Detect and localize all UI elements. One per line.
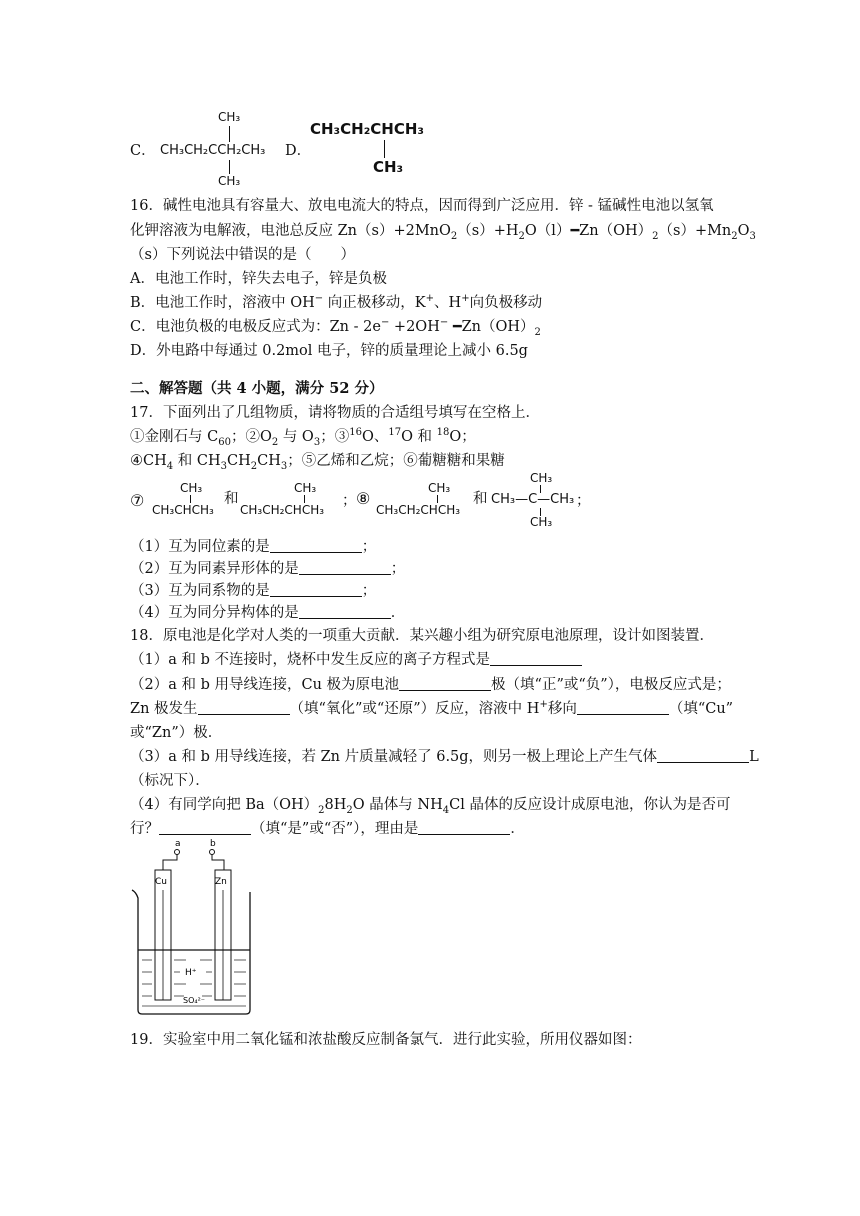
q16-stem-line1: 16．碱性电池具有容量大、放电电流大的特点，因而得到广泛应用．锌 - 锰碱性电池以氢氧 xyxy=(130,198,714,214)
q17-s8b-top: CH₃ xyxy=(530,471,553,485)
q15-c-main: CH₃CH₂CCH₂CH₃ xyxy=(160,143,266,158)
galvanic-cell-figure xyxy=(128,832,268,1022)
q15-d-main: CH₃CH₂CHCH₃ xyxy=(310,120,424,138)
q17-s8-end: ； xyxy=(576,493,591,509)
cu-label: Cu xyxy=(155,877,167,887)
q18-part4-blank-reason[interactable] xyxy=(418,819,510,835)
q17-row2: $④CH_4$ 和 $CH_3CH_2CH_3$；⑤乙烯和乙烷；⑥葡糖糖和果糖 xyxy=(130,453,505,472)
q15-option-d-label: D． xyxy=(285,143,312,159)
q15-option-c-label: C． xyxy=(130,143,156,159)
q15-c-bond-down xyxy=(229,160,230,174)
q16-stem-line3: （s）下列说法中错误的是（ ） xyxy=(130,247,355,263)
q17-s7b-top: CH₃ xyxy=(294,481,317,495)
q17-row1: ①金刚石与 $C_{60}$；$②O_2$ 与 $O_3$；③$^{16}$O、$^{17}$O 和 $^{18}$O； xyxy=(130,427,476,448)
q18-part4-line2: 行？ （填“是”或“否”），理由是 ． xyxy=(130,821,525,837)
q17-s7-sep: ； xyxy=(342,493,357,509)
terminal-b-icon xyxy=(210,850,215,855)
h-ion-label: H⁺ xyxy=(185,968,197,978)
wire-a xyxy=(163,854,177,870)
q18-part2-blank-direction[interactable] xyxy=(577,699,669,715)
section-2-heading: 二、解答题（共 4 小题，满分 52 分） xyxy=(130,380,384,397)
q15-c-bottom-ch3: CH₃ xyxy=(218,174,241,188)
q16-option-a: A．电池工作时，锌失去电子，锌是负极 xyxy=(130,271,387,287)
q18-part3-line2: （标况下）． xyxy=(130,773,210,789)
q17-s8b-main: CH₃—C—CH₃ xyxy=(491,492,575,507)
q16-option-c: C．电池负极的电极反应式为：Zn - 2e− +2OH− $━Zn(OH)_2$ xyxy=(130,317,541,338)
q18-intro: 18．原电池是化学对人类的一项重大贡献．某兴趣小组为研究原电池原理，设计如图装置． xyxy=(130,628,714,644)
q18-part2-blank-reaction[interactable] xyxy=(198,699,290,715)
q17-s7-and: 和 xyxy=(224,491,239,507)
q17-item8-number: ⑧ xyxy=(356,489,371,508)
q17-item7-number: ⑦ xyxy=(130,491,145,510)
q15-c-bond-up xyxy=(229,126,230,142)
q17-part3-blank[interactable] xyxy=(270,581,362,597)
terminal-a-label: a xyxy=(175,839,181,849)
q18-part3-line1: （3）a 和 b 用导线连接，若 Zn 片质量减轻了 6.5g，则另一极上理论上产生气体 L xyxy=(130,749,759,765)
q17-s7a-top: CH₃ xyxy=(180,481,203,495)
q17-part2: （2）互为同素异形体的是 ； xyxy=(130,561,406,577)
q18-part2-line2: Zn 极发生 （填“氧化”或“还原”）反应，溶液中 H+移向 （填“Cu” xyxy=(130,699,734,717)
q17-part4: （4）互为同分异构体的是 ． xyxy=(130,605,406,621)
sulfate-ion-label: SO₄²⁻ xyxy=(183,996,206,1005)
q18-part1-blank[interactable] xyxy=(490,650,582,666)
q17-s7a-main: CH₃CHCH₃ xyxy=(152,503,214,517)
q18-part2-line1: （2）a 和 b 用导线连接，Cu 极为原电池 极（填“正”或“负”），电极反应式是； xyxy=(130,677,731,693)
q18-part1: （1）a 和 b 不连接时，烧杯中发生反应的离子方程式是 xyxy=(130,650,582,670)
wire-b xyxy=(212,854,224,870)
q15-d-bond xyxy=(384,140,385,158)
q16-stem-line2: 化钾溶液为电解液，电池总反应 $Zn(s)+2MnO_2(s)+H_2O(l)━Zn(OH)_2(s)+Mn_2O_3$ xyxy=(130,223,756,242)
q17-intro: 17．下面列出了几组物质，请将物质的合适组号填写在空格上． xyxy=(130,405,540,421)
q17-s8-and: 和 xyxy=(473,491,488,507)
q15-c-top-ch3: CH₃ xyxy=(218,110,241,124)
q17-part1-blank[interactable] xyxy=(270,537,362,553)
q17-part1: （1）互为同位素的是 ； xyxy=(130,539,377,555)
q18-part2-line3: 或“Zn”）极． xyxy=(130,725,223,741)
q17-s7a-bond xyxy=(190,495,191,503)
q17-s7b-bond xyxy=(304,495,305,503)
terminal-b-label: b xyxy=(210,839,216,849)
q18-part2-blank-pole[interactable] xyxy=(399,675,491,691)
q15-d-bottom-ch3: CH₃ xyxy=(373,158,404,176)
q17-part3: （3）互为同系物的是 ； xyxy=(130,583,377,599)
q18-part3-blank[interactable] xyxy=(657,747,749,763)
q18-part4-line1: （4）有同学向把 $Ba(OH)_28H_2O$ 晶体与 $NH_4Cl$ 晶体的反应设计成原电池，你认为是否可 xyxy=(130,797,731,816)
q17-s7b-main: CH₃CH₂CHCH₃ xyxy=(240,503,325,517)
zn-label: Zn xyxy=(215,877,227,887)
q19-intro: 19．实验室中用二氧化锰和浓盐酸反应制备氯气．进行此实验，所用仪器如图： xyxy=(130,1032,642,1048)
q17-part2-blank[interactable] xyxy=(299,559,391,575)
q17-s8b-bottom: CH₃ xyxy=(530,515,553,529)
q17-s8a-main: CH₃CH₂CHCH₃ xyxy=(376,503,461,517)
terminal-a-icon xyxy=(175,850,180,855)
q17-s8a-top: CH₃ xyxy=(428,481,451,495)
q17-part4-blank[interactable] xyxy=(299,603,391,619)
q16-option-b: B．电池工作时，溶液中 OH− 向正极移动，K+、H+向负极移动 xyxy=(130,293,543,311)
q16-option-d: D．外电路中每通过 0.2mol 电子，锌的质量理论上减小 6.5g xyxy=(130,343,528,359)
q17-s8a-bond xyxy=(437,495,438,503)
